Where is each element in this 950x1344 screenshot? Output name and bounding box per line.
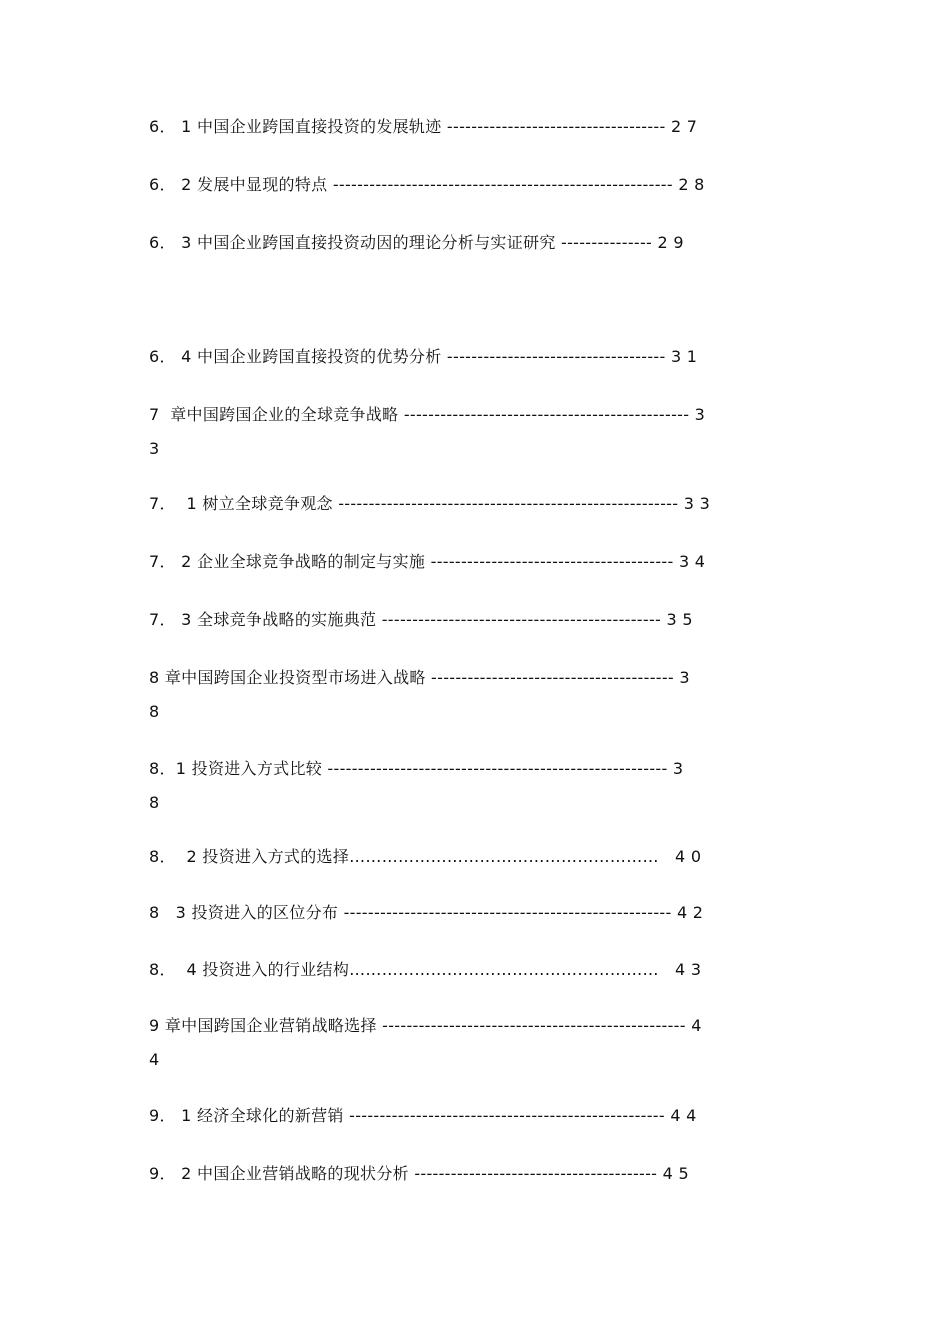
toc-entry: 6． 1 中国企业跨国直接投资的发展轨迹 ------------------------------------ 2 7 [149, 117, 698, 136]
toc-entry: 7 章中国跨国企业的全球竞争战略 ----------------------------------------------- 3 [149, 405, 706, 424]
toc-entry: 8 章中国跨国企业投资型市场进入战略 ---------------------------------------- 3 [149, 668, 690, 687]
toc-entry: 8． 2 投资进入方式的选择………………………………………………… 4 0 [149, 847, 702, 866]
toc-entry: 7． 1 树立全球竞争观念 -------------------------------------------------------- 3 3 [149, 494, 711, 513]
toc-entry-page-continuation: 4 [149, 1050, 160, 1069]
toc-entry: 6． 2 发展中显现的特点 -------------------------------------------------------- 2 8 [149, 175, 705, 194]
toc-entry: 8． 4 投资进入的行业结构………………………………………………… 4 3 [149, 960, 702, 979]
toc-entry: 8．1 投资进入方式比较 -------------------------------------------------------- 3 [149, 759, 684, 778]
toc-entry: 9． 1 经济全球化的新营销 ---------------------------------------------------- 4 4 [149, 1106, 697, 1125]
toc-entry: 9． 2 中国企业营销战略的现状分析 ---------------------------------------- 4 5 [149, 1164, 689, 1183]
toc-entry: 6． 3 中国企业跨国直接投资动因的理论分析与实证研究 --------------- 2 9 [149, 233, 684, 252]
toc-entry: 8 3 投资进入的区位分布 ------------------------------------------------------ 4 2 [149, 903, 704, 922]
toc-entry-page-continuation: 3 [149, 439, 160, 458]
toc-entry: 7． 3 全球竞争战略的实施典范 ---------------------------------------------- 3 5 [149, 610, 693, 629]
toc-entry-page-continuation: 8 [149, 793, 160, 812]
toc-entry: 7． 2 企业全球竞争战略的制定与实施 ---------------------------------------- 3 4 [149, 552, 706, 571]
toc-entry-page-continuation: 8 [149, 702, 160, 721]
toc-entry: 9 章中国跨国企业营销战略选择 -------------------------------------------------- 4 [149, 1016, 702, 1035]
toc-entry: 6． 4 中国企业跨国直接投资的优势分析 ------------------------------------ 3 1 [149, 347, 698, 366]
